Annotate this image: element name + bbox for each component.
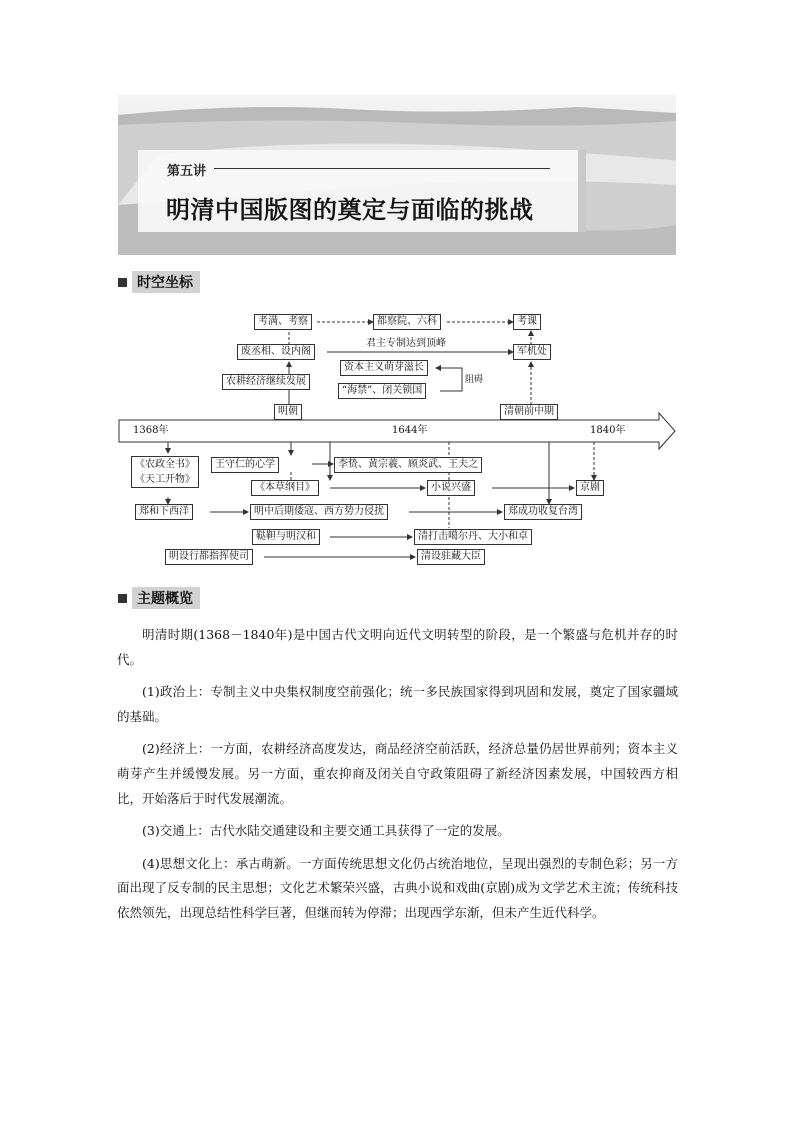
box-abolish-chancellor: 废丞相、设内阁 — [237, 344, 315, 360]
box-opera: 京剧 — [576, 480, 604, 496]
book-nongzheng: 《农政全书》 — [135, 459, 195, 470]
box-galdan: 清打击噶尔丹、大小和卓 — [414, 529, 532, 545]
box-ming: 明朝 — [274, 404, 302, 420]
box-sea-ban: “海禁”、闭关锁国 — [338, 383, 426, 399]
box-zhenghe: 郑和下西洋 — [135, 504, 193, 520]
box-wang: 王守仁的心学 — [211, 457, 279, 473]
box-taiwan: 郑成功收复台湾 — [504, 504, 582, 520]
box-thinkers: 李贽、黄宗羲、顾炎武、王夫之 — [334, 457, 482, 473]
box-novels: 小说兴盛 — [427, 480, 475, 496]
axis-label-1368: 1368年 — [133, 425, 169, 436]
box-agri: 农耕经济继续发展 — [222, 374, 310, 390]
section-header-overview — [118, 587, 200, 609]
overview-economy: (2)经济上：一方面，农耕经济高度发达，商品经济空前活跃，经济总量仍居世界前列；资本主义萌芽产生并缓慢发展。另一方面，重农抑商及闭关自守政策阻碍了新经济因素发展，中国较西方相比，开始落后于时代发展潮流。 — [117, 741, 678, 806]
box-capitalism: 资本主义萌芽滋长 — [340, 360, 428, 376]
overview-transport: (3)交通上：古代水陆交通建设和主要交通工具获得了一定的发展。 — [142, 823, 510, 839]
lesson-label: 第五讲 — [167, 164, 207, 179]
box-early-qing: 清朝前中期 — [500, 404, 558, 420]
overview-politics: (1)政治上：专制主义中央集权制度空前强化；统一多民族国家得到巩固和发展，奠定了国家疆域的基础。 — [117, 684, 678, 724]
section-title: 主题概览 — [132, 587, 200, 609]
label-hinder: 阻碍 — [465, 375, 484, 385]
overview-text — [117, 623, 678, 934]
page-title: 明清中国版图的奠定与面临的挑战 — [166, 196, 534, 224]
section-title: 时空坐标 — [132, 271, 200, 293]
box-duchayuan: 都察院、六科 — [373, 314, 441, 330]
box-kaoman: 考满、考察 — [254, 314, 312, 330]
section-square-icon — [118, 594, 127, 603]
box-materia: 《本草纲目》 — [251, 480, 319, 496]
box-tatar: 鞑靼与明汉和 — [252, 529, 320, 545]
box-kaoke: 考课 — [513, 314, 541, 330]
axis-label-1644: 1644年 — [392, 425, 428, 436]
box-nurgan: 明设行都指挥使司 — [165, 549, 253, 565]
box-grand-council: 军机处 — [513, 344, 551, 360]
overview-intro: 明清时期(1368－1840年)是中国古代文明向近代文明转型的阶段，是一个繁盛与危机并存的时代。 — [117, 627, 678, 667]
box-pirates: 明中后期倭寇、西方势力侵扰 — [250, 504, 388, 520]
axis-label-1840: 1840年 — [590, 425, 626, 436]
overview-culture: (4)思想文化上：承古萌新。一方面传统思想文化仍占统治地位，呈现出强烈的专制色彩；另一方面出现了反专制的民主思想；文化艺术繁荣兴盛，古典小说和戏曲(京剧)成为文学艺术主流；传统科技依然领先，出现总结性科学巨著，但继而转为停滞；出现西学东渐，但未产生近代科学。 — [117, 855, 678, 920]
label-autocracy-peak: 君主专制达到顶峰 — [366, 338, 446, 349]
box-books — [131, 456, 199, 488]
book-tiangong: 《天工开物》 — [135, 474, 195, 485]
box-tibet: 清设驻藏大臣 — [417, 549, 485, 565]
